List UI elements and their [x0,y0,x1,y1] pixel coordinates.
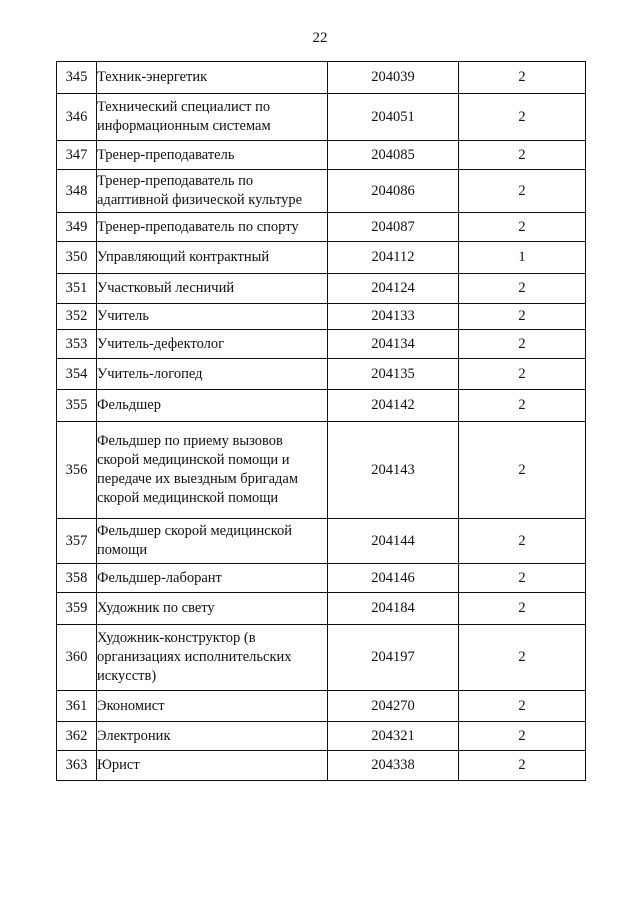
table-row [57,519,586,564]
profession-code: 204085 [328,141,459,170]
quantity: 2 [459,564,586,593]
table-row [57,62,586,94]
row-number: 356 [57,422,97,519]
quantity: 2 [459,722,586,751]
row-number: 361 [57,691,97,722]
profession-name: Технический специалист по информационным системам [97,94,328,141]
profession-name: Тренер-преподаватель [97,141,328,170]
row-number: 357 [57,519,97,564]
quantity: 2 [459,422,586,519]
quantity: 2 [459,141,586,170]
row-number: 351 [57,274,97,304]
row-number: 359 [57,593,97,625]
quantity: 2 [459,751,586,781]
profession-name: Фельдшер-лаборант [97,564,328,593]
quantity: 2 [459,625,586,691]
table-row [57,213,586,242]
table-row [57,359,586,390]
profession-code: 204039 [328,62,459,94]
profession-code: 204338 [328,751,459,781]
profession-name: Тренер-преподаватель по адаптивной физической культуре [97,170,328,213]
row-number: 355 [57,390,97,422]
profession-code: 204112 [328,242,459,274]
profession-name: Управляющий контрактный [97,242,328,274]
profession-name: Юрист [97,751,328,781]
profession-code: 204142 [328,390,459,422]
profession-code: 204270 [328,691,459,722]
profession-name: Техник-энергетик [97,62,328,94]
table-row [57,330,586,359]
profession-code: 204135 [328,359,459,390]
profession-code: 204051 [328,94,459,141]
row-number: 349 [57,213,97,242]
profession-name: Участковый лесничий [97,274,328,304]
row-number: 363 [57,751,97,781]
quantity: 2 [459,593,586,625]
profession-code: 204197 [328,625,459,691]
profession-name: Учитель [97,304,328,330]
profession-code: 204146 [328,564,459,593]
profession-name: Экономист [97,691,328,722]
row-number: 353 [57,330,97,359]
profession-name: Художник по свету [97,593,328,625]
profession-code: 204133 [328,304,459,330]
row-number: 352 [57,304,97,330]
table-row [57,274,586,304]
quantity: 2 [459,304,586,330]
table-row [57,691,586,722]
profession-name: Учитель-дефектолог [97,330,328,359]
profession-name: Электроник [97,722,328,751]
table-row [57,722,586,751]
table-row [57,242,586,274]
table-row [57,141,586,170]
row-number: 346 [57,94,97,141]
profession-name: Фельдшер по приему вызовов скорой медицинской помощи и передаче их выездным бригадам скорой медицинской помощи [97,422,328,519]
profession-code: 204086 [328,170,459,213]
profession-code: 204143 [328,422,459,519]
quantity: 2 [459,62,586,94]
quantity: 2 [459,691,586,722]
row-number: 348 [57,170,97,213]
quantity: 2 [459,170,586,213]
table-row [57,390,586,422]
row-number: 358 [57,564,97,593]
row-number: 345 [57,62,97,94]
profession-name: Художник-конструктор (в организациях исполнительских искусств) [97,625,328,691]
quantity: 2 [459,330,586,359]
page-number: 22 [312,30,328,46]
quantity: 2 [459,274,586,304]
table-row [57,593,586,625]
table-row [57,564,586,593]
table-row [57,625,586,691]
quantity: 2 [459,94,586,141]
quantity: 2 [459,390,586,422]
row-number: 347 [57,141,97,170]
table-row [57,304,586,330]
quantity: 2 [459,519,586,564]
row-number: 362 [57,722,97,751]
profession-code: 204184 [328,593,459,625]
profession-code: 204144 [328,519,459,564]
profession-code: 204321 [328,722,459,751]
profession-code: 204134 [328,330,459,359]
profession-name: Учитель-логопед [97,359,328,390]
row-number: 354 [57,359,97,390]
profession-name: Фельдшер скорой медицинской помощи [97,519,328,564]
profession-name: Тренер-преподаватель по спорту [97,213,328,242]
table-row [57,170,586,213]
profession-code: 204087 [328,213,459,242]
table-row [57,751,586,781]
profession-name: Фельдшер [97,390,328,422]
profession-code: 204124 [328,274,459,304]
quantity: 1 [459,242,586,274]
quantity: 2 [459,213,586,242]
table-row [57,422,586,519]
professions-table [56,61,586,781]
row-number: 360 [57,625,97,691]
quantity: 2 [459,359,586,390]
row-number: 350 [57,242,97,274]
table-row [57,94,586,141]
